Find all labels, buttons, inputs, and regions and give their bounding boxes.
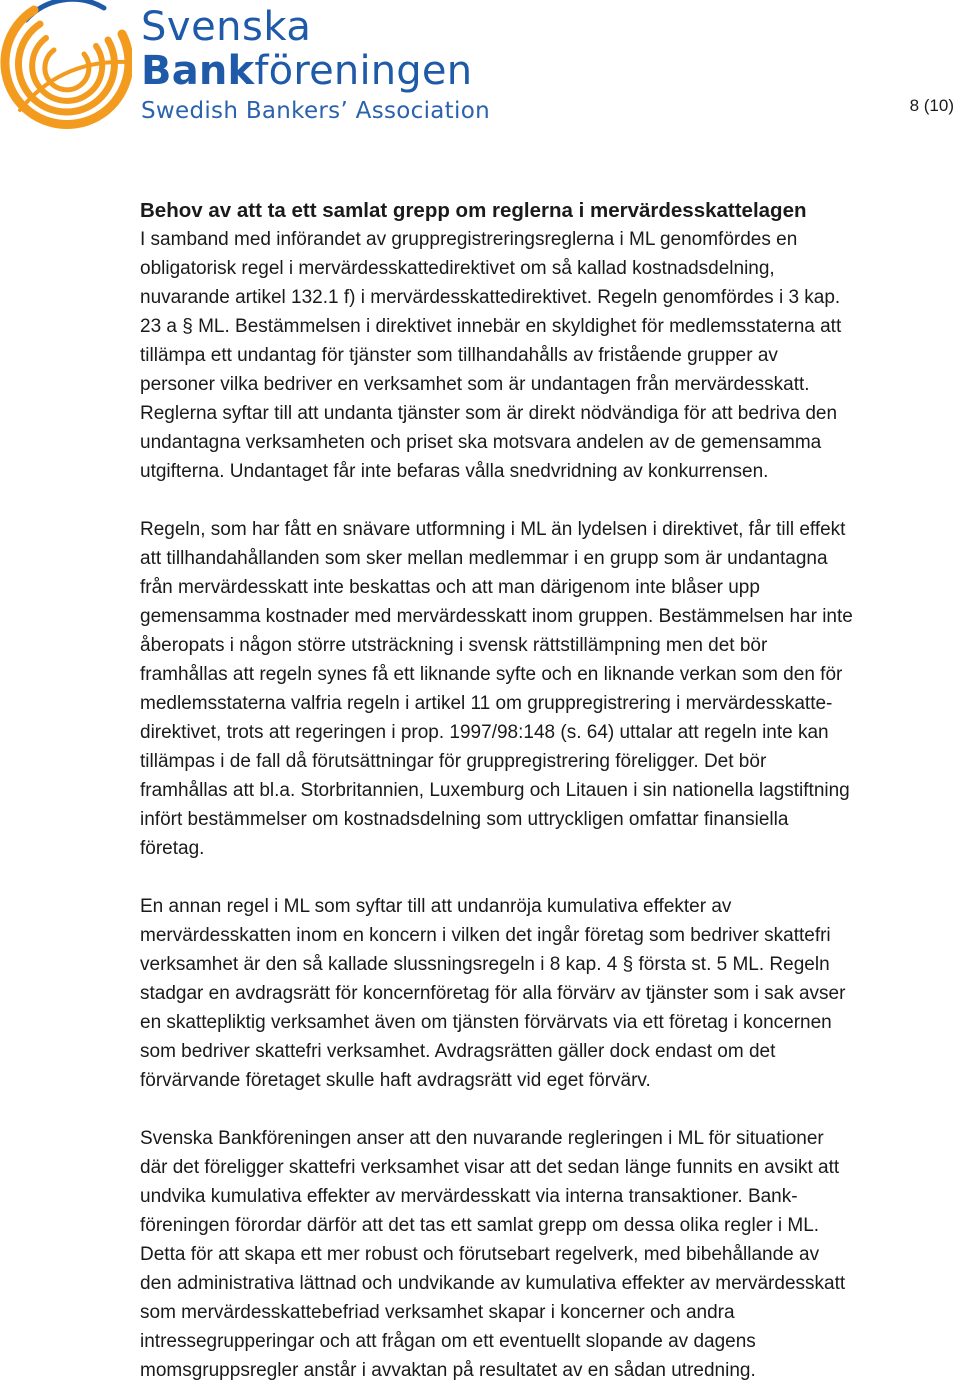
paragraph-line: utgifterna. Undantaget får inte befaras vålla snedvridning av konkurrensen.: [140, 461, 769, 482]
paragraph-line: mervärdesskatten inom en koncern i vilken det ingår företag som bedriver skattefri: [140, 925, 831, 946]
paragraph-line: som bedriver skattefri verksamhet. Avdragsrätten gäller dock endast om det: [140, 1041, 776, 1062]
paragraph-line: åberopats i någon större utsträckning i svensk rättstillämpning men det bör: [140, 635, 768, 656]
paragraph-line: som mervärdesskattebefriad verksamhet skapar i koncerner och andra: [140, 1302, 735, 1323]
paragraph-line: föreningen förordar därför att det tas ett samlat grepp om dessa olika regler i ML.: [140, 1215, 820, 1236]
paragraph-line: framhållas att bl.a. Storbritannien, Luxemburg och Litauen i sin nationella lagstiftning: [140, 780, 850, 801]
paragraph-line: I samband med införandet av gruppregistreringsreglerna i ML genomfördes en: [140, 229, 798, 250]
page-header: [0, 0, 960, 130]
document-body: [140, 196, 958, 1385]
paragraph-line: från mervärdesskatt inte beskattas och att man därigenom inte blåser upp: [140, 577, 760, 598]
paragraph-line: gemensamma kostnader med mervärdesskatt inom gruppen. Bestämmelsen har inte: [140, 606, 853, 627]
paragraph-line: tillämpa ett undantag för tjänster som tillhandahålls av fristående grupper av: [140, 345, 778, 366]
paragraph-line: direktivet, trots att regeringen i prop. 1997/98:148 (s. 64) uttalar att regeln inte kan: [140, 722, 829, 743]
paragraph-line: personer vilka bedriver en verksamhet som är undantagen från mervärdesskatt.: [140, 374, 810, 395]
logo-line-svenska: Svenska: [141, 4, 312, 50]
logo-circle-mark-icon: [0, 0, 132, 130]
paragraph-line: företag.: [140, 838, 205, 859]
paragraph-line: infört bestämmelser om kostnadsdelning som uttryckligen omfattar finansiella: [140, 809, 789, 830]
svenska-bankforeningen-logo: [0, 0, 490, 130]
logo-line-english: Swedish Bankers’ Association: [141, 98, 490, 124]
paragraph-3: [140, 892, 958, 1095]
paragraph-line: nuvarande artikel 132.1 f) i mervärdesskattedirektivet. Regeln genomfördes i 3 kap.: [140, 287, 841, 308]
paragraph-line: obligatorisk regel i mervärdesskattedirektivet om så kallad kostnadsdelning,: [140, 258, 775, 279]
paragraph-line: Svenska Bankföreningen anser att den nuvarande regleringen i ML för situationer: [140, 1128, 824, 1149]
paragraph-line: undantagna verksamheten och priset ska motsvara andelen av de gemensamma: [140, 432, 822, 453]
logo-line-bankforeningen: [141, 50, 471, 92]
paragraph-line: förvärvande företaget skulle haft avdragsrätt vid eget förvärv.: [140, 1070, 651, 1091]
paragraph-line: stadgar en avdragsrätt för koncernföretag för alla förvärv av tjänster som i sak avser: [140, 983, 846, 1004]
paragraph-line: en skattepliktig verksamhet även om tjänsten förvärvats via ett företag i koncernen: [140, 1012, 832, 1033]
page-number: 8 (10): [909, 96, 954, 115]
paragraph-line: verksamhet är den så kallade slussningsregeln i 8 kap. 4 § första st. 5 ML. Regeln: [140, 954, 830, 975]
paragraph-line: momsgruppsregler anstår i avvaktan på resultatet av en sådan utredning.: [140, 1360, 756, 1381]
paragraph-line: den administrativa lättnad och undvikande av kumulativa effekter av mervärdesskatt: [140, 1273, 846, 1294]
logo-word-foreningen: föreningen: [254, 48, 473, 94]
logo-word-bank: Bank: [141, 48, 255, 94]
paragraph-line: Detta för att skapa ett mer robust och förutsebart regelverk, med bibehållande av: [140, 1244, 820, 1265]
paragraph-2: [140, 515, 958, 863]
paragraph-line: tillämpas i de fall då förutsättningar för gruppregistrering föreligger. Det bör: [140, 751, 767, 772]
paragraph-line: Regeln, som har fått en snävare utformning i ML än lydelsen i direktivet, får till effekt: [140, 519, 846, 540]
paragraph-line: medlemsstaterna valfria regeln i artikel 11 om gruppregistrering i mervärdesskatte-: [140, 693, 833, 714]
paragraph-line: att tillhandahållanden som sker mellan medlemmar i en grupp som är undantagna: [140, 548, 828, 569]
paragraph-line: undvika kumulativa effekter av mervärdesskatt via interna transaktioner. Bank-: [140, 1186, 798, 1207]
logo-wordmark: [141, 4, 490, 124]
paragraph-1: [140, 225, 958, 486]
paragraph-line: Reglerna syftar till att undanta tjänster som är direkt nödvändiga för att bedriva den: [140, 403, 838, 424]
paragraph-line: intressegrupperingar och att frågan om ett eventuellt slopande av dagens: [140, 1331, 756, 1352]
paragraph-line: En annan regel i ML som syftar till att undanröja kumulativa effekter av: [140, 896, 732, 917]
paragraph-line: 23 a § ML. Bestämmelsen i direktivet innebär en skyldighet för medlemsstaterna att: [140, 316, 842, 337]
paragraph-line: framhållas att regeln synes få ett liknande syfte och en liknande verkan som den för: [140, 664, 843, 685]
paragraph-4: [140, 1124, 958, 1385]
section-heading: Behov av att ta ett samlat grepp om reglerna i mervärdesskattelagen: [140, 199, 807, 222]
paragraph-line: där det föreligger skattefri verksamhet visar att det sedan länge funnits en avsikt att: [140, 1157, 840, 1178]
